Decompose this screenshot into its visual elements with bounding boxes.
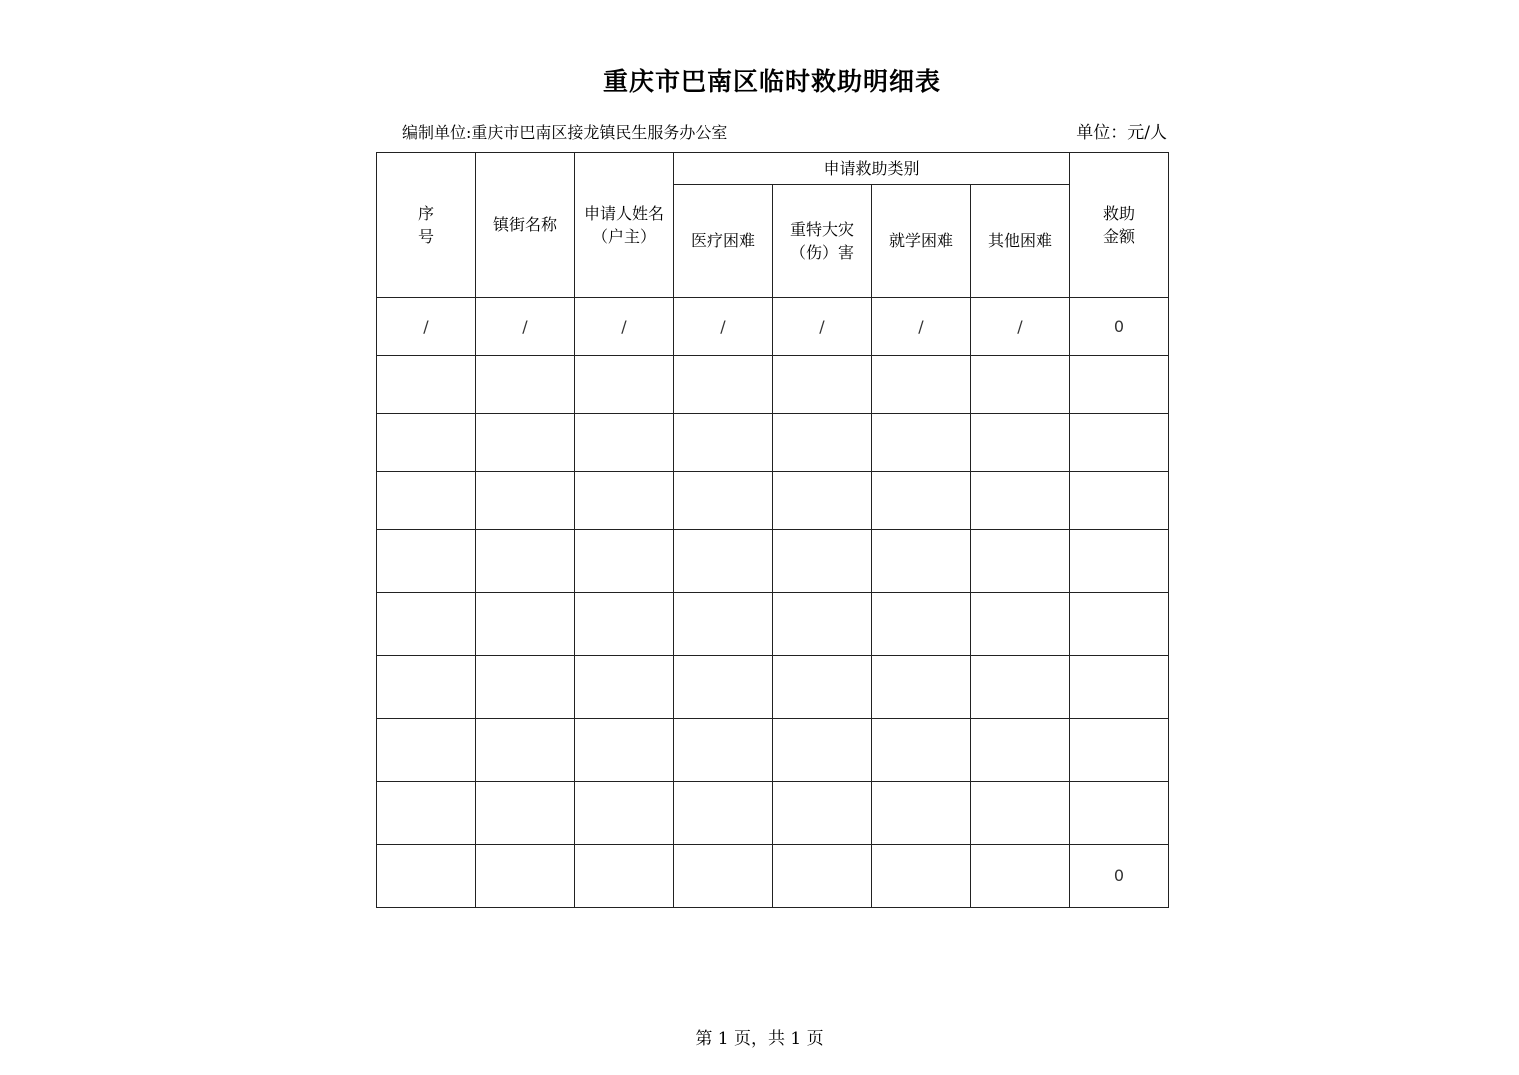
header-cat-disaster-line1: 重特大灾: [789, 219, 854, 239]
table-row: [377, 593, 1169, 656]
table-row: [377, 472, 1169, 530]
header-applicant-line1: 申请人姓名: [583, 203, 664, 223]
header-category-group: 申请救助类别: [674, 153, 1070, 185]
footer-suffix: 页: [806, 1029, 824, 1049]
relief-detail-table: [376, 152, 1169, 908]
table-row: [377, 414, 1169, 472]
footer-page-number: 1: [717, 1029, 729, 1049]
header-amount-line2: 金额: [1102, 227, 1135, 246]
total-amount: 0: [1070, 845, 1169, 908]
footer-total-pages: 1: [790, 1029, 802, 1049]
cell-other: /: [971, 298, 1070, 356]
header-row-1: [377, 153, 1169, 185]
table-row: [377, 356, 1169, 414]
header-applicant-line2: （户主）: [591, 227, 656, 246]
header-amount-line1: 救助: [1102, 203, 1135, 223]
cell-disaster: /: [773, 298, 872, 356]
header-seq-line1: 序: [417, 203, 434, 223]
page-footer: [0, 1024, 1519, 1049]
footer-prefix: 第: [695, 1029, 713, 1049]
header-seq-line2: 号: [417, 227, 434, 246]
cell-town: /: [476, 298, 575, 356]
table-row: [377, 530, 1169, 593]
cell-education: /: [872, 298, 971, 356]
header-town: 镇街名称: [476, 153, 575, 298]
header-cat-disaster: [773, 185, 872, 298]
table-row: [377, 656, 1169, 719]
total-row: [377, 845, 1169, 908]
table-row: [377, 782, 1169, 845]
table-row: [377, 719, 1169, 782]
header-cat-disaster-line2: （伤）害: [789, 243, 854, 262]
header-cat-other: 其他困难: [971, 185, 1070, 298]
currency-unit-label: 单位：元/人: [1076, 123, 1167, 143]
header-amount: [1070, 153, 1169, 298]
footer-middle: 页，共: [734, 1029, 785, 1049]
cell-applicant: /: [575, 298, 674, 356]
compiling-unit-label: 编制单位:重庆市巴南区接龙镇民生服务办公室: [402, 123, 728, 142]
cell-seq: /: [377, 298, 476, 356]
table-row: [377, 298, 1169, 356]
cell-amount: 0: [1070, 298, 1169, 356]
cell-medical: /: [674, 298, 773, 356]
header-applicant: [575, 153, 674, 298]
header-cat-medical: 医疗困难: [674, 185, 773, 298]
header-cat-education: 就学困难: [872, 185, 971, 298]
header-seq: [377, 153, 476, 298]
page-title: 重庆市巴南区临时救助明细表: [602, 67, 941, 96]
